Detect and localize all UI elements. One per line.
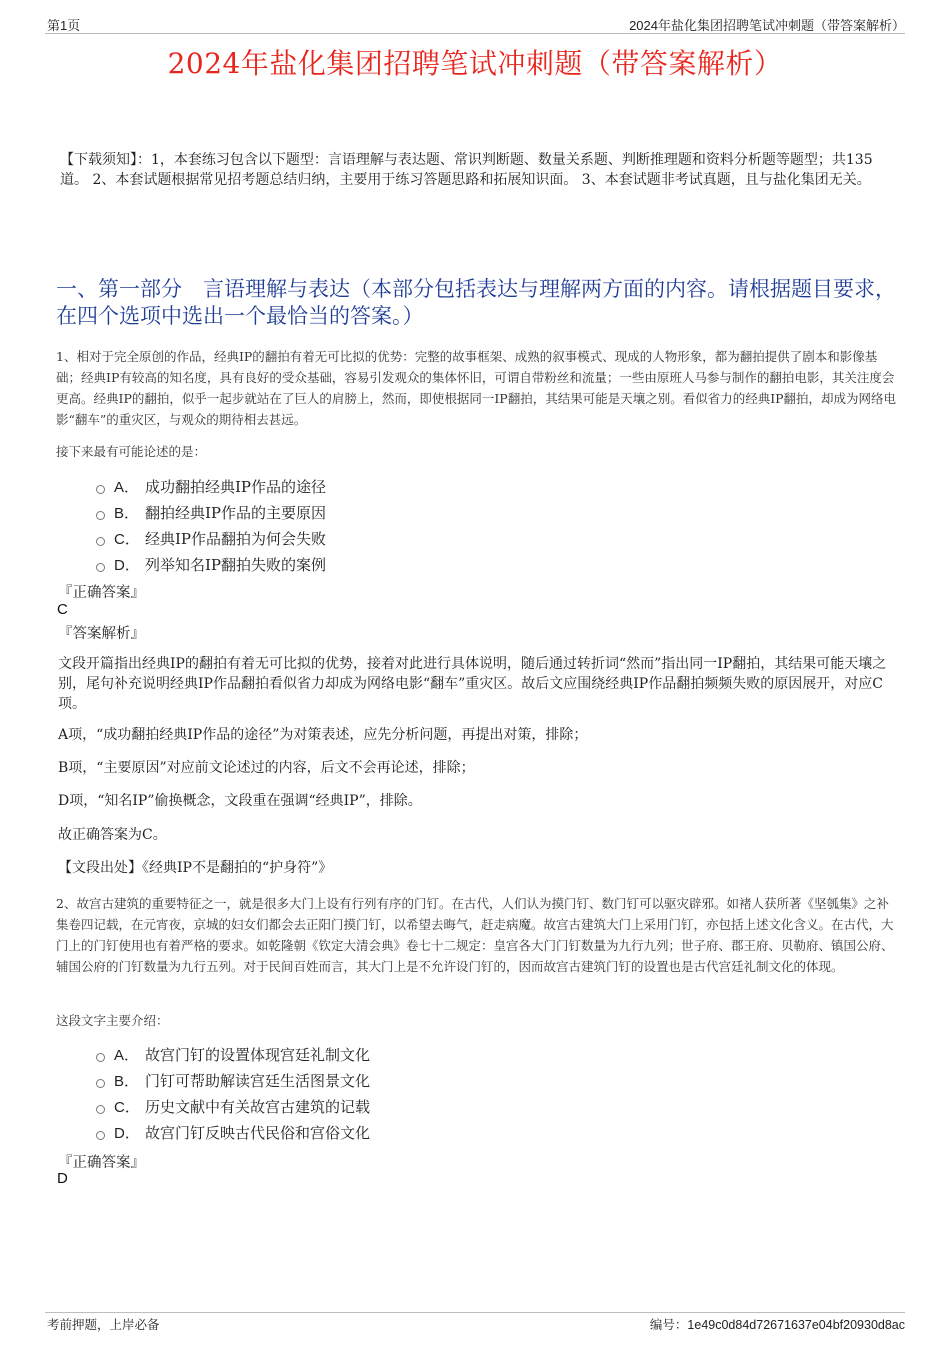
document-title: 2024年盐化集团招聘笔试冲刺题（带答案解析） bbox=[167, 47, 783, 80]
footer-code bbox=[650, 1315, 905, 1333]
page-number: 第1页 bbox=[47, 18, 81, 33]
radio-icon[interactable] bbox=[96, 1131, 105, 1140]
question-2-answer: D bbox=[57, 1170, 68, 1187]
option-text: 门钉可帮助解读宫廷生活图景文化 bbox=[145, 1071, 371, 1090]
question-2-options bbox=[96, 1041, 796, 1145]
radio-icon[interactable] bbox=[96, 485, 105, 494]
footer-code-value: 1e49c0d84d72671637e04bf20930d8ac bbox=[687, 1318, 905, 1332]
option-text: 故宫门钉反映古代民俗和宫俗文化 bbox=[145, 1123, 371, 1142]
question-1-text: 1、相对于完全原创的作品，经典IP的翻拍有着无可比拟的优势：完整的故事框架、成熟的叙事模式、现成的人物形象，都为翻拍提供了剧本和影像基础；经典IP有较高的知名度，具有良好的受众基础，容易引发观众的集体怀旧，可谓自带粉丝和流量；一些由原班人马参与制作的翻拍电影，其关注度会更高。经典IP的翻拍，似乎一起步就站在了巨人的肩膀上，然而，即使根据同一IP翻拍，其结果可能是天壤之别。看似省力的经典IP翻拍，却成为网络电影“翻车”的重灾区，与观众的期待相去甚远。 bbox=[56, 349, 897, 427]
question-1-answer: C bbox=[57, 601, 68, 618]
question-1-option-b[interactable] bbox=[96, 499, 796, 525]
question-2-option-b[interactable] bbox=[96, 1067, 796, 1093]
download-notice: 【下载须知】：1，本套练习包含以下题型：言语理解与表达题、常识判断题、数量关系题、判断推理题和资料分析题等题型；共135道。 2、本套试题根据常见招考题总结归纳，主要用于练习答题思路和拓展知识面。 3、本套试题非考试真题，且与盐化集团无关。 bbox=[60, 152, 873, 188]
radio-icon[interactable] bbox=[96, 563, 105, 572]
option-letter: C． bbox=[114, 530, 140, 548]
radio-icon[interactable] bbox=[96, 1105, 105, 1114]
footer-code-label: 编号： bbox=[649, 1317, 688, 1332]
question-2-text: 2、故宫古建筑的重要特征之一，就是很多大门上设有行列有序的门钉。在古代，人们认为摸门钉、数门钉可以驱灾辟邪。如褚人获所著《坚瓠集》之补集卷四记载，在元宵夜，京城的妇女们都会去正阳门摸门钉，以希望去晦气，赶走病魔。故宫古建筑大门上采用门钉，亦包括上述文化含义。在古代，大门上的门钉使用也有着严格的要求。如乾隆朝《钦定大清会典》卷七十二规定：皇宫各大门门钉数量为九行九列；世子府、郡王府、贝勒府、镇国公府、辅国公府的门钉数量为九行五列。对于民间百姓而言，其大门上是不允许设门钉的，因而故宫古建筑门钉的设置也是古代宫廷礼制文化的体现。 bbox=[56, 896, 894, 974]
question-2-answer-label: 『正确答案』 bbox=[58, 1155, 145, 1171]
analysis-paragraph: A项，“成功翻拍经典IP作品的途径”为对策表述，应先分析问题，再提出对策，排除； bbox=[58, 727, 588, 743]
option-text: 翻拍经典IP作品的主要原因 bbox=[145, 503, 327, 522]
radio-icon[interactable] bbox=[96, 537, 105, 546]
analysis-paragraph: 文段开篇指出经典IP的翻拍有着无可比拟的优势，接着对此进行具体说明，随后通过转折词“然而”指出同一IP翻拍，其结果可能天壤之别，尾句补充说明经典IP作品翻拍看似省力却成为网络电影“翻车”重灾区。故后文应围绕经典IP作品翻拍频频失败的原因展开，对应C项。 bbox=[58, 656, 887, 712]
option-letter: C． bbox=[114, 1098, 140, 1116]
question-1-ask: 接下来最有可能论述的是： bbox=[56, 444, 207, 459]
option-text: 故宫门钉的设置体现宫廷礼制文化 bbox=[145, 1045, 371, 1064]
option-text: 历史文献中有关故宫古建筑的记载 bbox=[145, 1097, 371, 1116]
question-1-option-a[interactable] bbox=[96, 473, 796, 499]
analysis-paragraph: D项，“知名IP”偷换概念，文段重在强调“经典IP”，排除。 bbox=[58, 793, 422, 809]
option-letter: D． bbox=[114, 556, 140, 574]
option-text: 经典IP作品翻拍为何会失败 bbox=[145, 529, 327, 548]
section-title: 一、第一部分 言语理解与表达（本部分包括表达与理解两方面的内容。请根据题目要求，在四个选项中选出一个最恰当的答案。） bbox=[56, 277, 896, 328]
question-2-option-c[interactable] bbox=[96, 1093, 796, 1119]
question-2-option-a[interactable] bbox=[96, 1041, 796, 1067]
question-1-option-d[interactable] bbox=[96, 551, 796, 577]
analysis-source: 【文段出处】《经典IP不是翻拍的“护身符”》 bbox=[58, 860, 333, 876]
footer-slogan: 考前押题，上岸必备 bbox=[47, 1317, 160, 1332]
option-letter: B． bbox=[114, 1072, 140, 1090]
footer-divider bbox=[45, 1312, 905, 1313]
analysis-paragraph: B项，“主要原因”对应前文论述过的内容，后文不会再论述，排除； bbox=[58, 760, 475, 776]
option-letter: A． bbox=[114, 1046, 140, 1064]
question-1-analysis-label: 『答案解析』 bbox=[58, 626, 145, 642]
question-2-ask: 这段文字主要介绍： bbox=[56, 1013, 169, 1028]
radio-icon[interactable] bbox=[96, 1053, 105, 1062]
analysis-paragraph: 故正确答案为C。 bbox=[58, 827, 167, 843]
question-1-options bbox=[96, 473, 796, 577]
header-divider bbox=[45, 33, 905, 34]
option-letter: D． bbox=[114, 1124, 140, 1142]
question-1-option-c[interactable] bbox=[96, 525, 796, 551]
option-text: 成功翻拍经典IP作品的途径 bbox=[145, 477, 327, 496]
radio-icon[interactable] bbox=[96, 1079, 105, 1088]
option-letter: B． bbox=[114, 504, 140, 522]
option-text: 列举知名IP翻拍失败的案例 bbox=[145, 555, 327, 574]
question-2-option-d[interactable] bbox=[96, 1119, 796, 1145]
option-letter: A． bbox=[114, 478, 140, 496]
radio-icon[interactable] bbox=[96, 511, 105, 520]
header-doc-title: 2024年盐化集团招聘笔试冲刺题（带答案解析） bbox=[629, 18, 905, 33]
question-1-answer-label: 『正确答案』 bbox=[58, 585, 145, 601]
